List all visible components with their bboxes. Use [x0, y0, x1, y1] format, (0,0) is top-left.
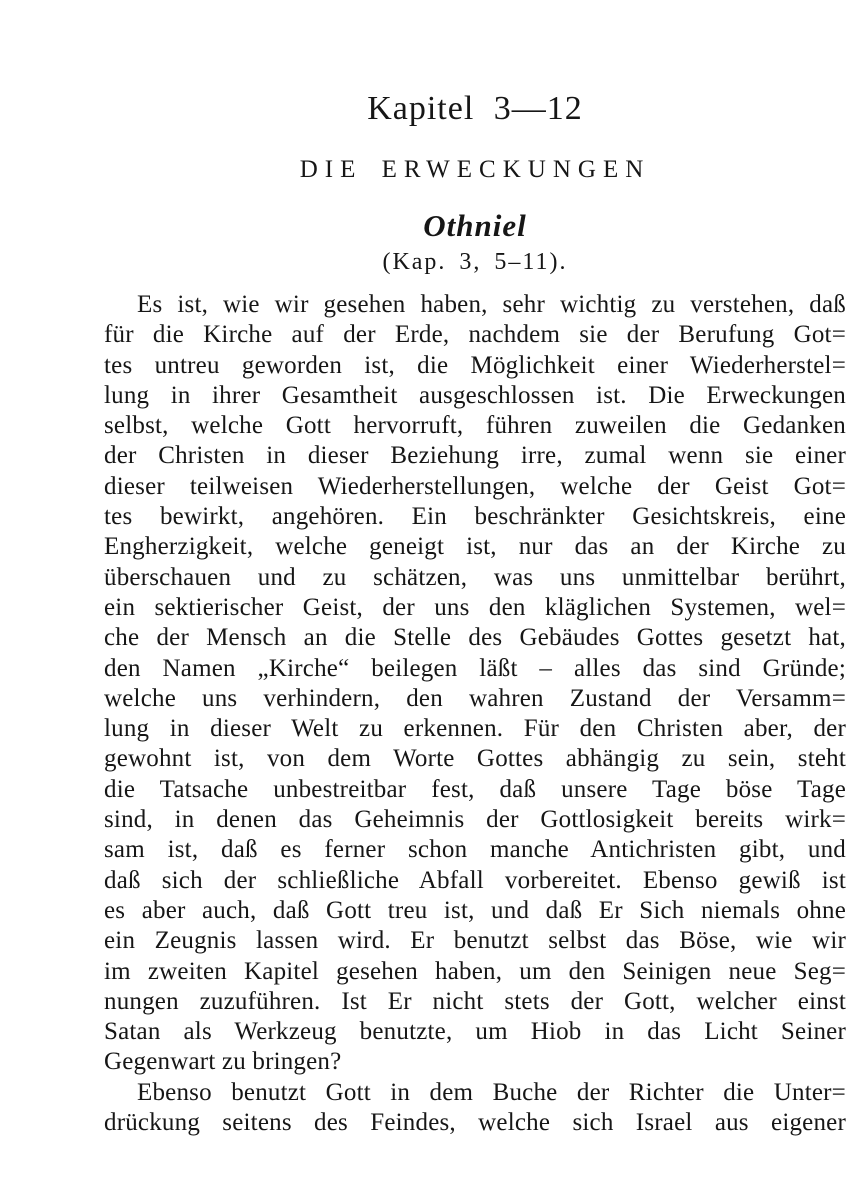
text-line: es aber auch, daß Gott treu ist, und daß Er Sich niemals ohne [104, 896, 846, 924]
text-line: lung in ihrer Gesamtheit ausgeschlossen ist. Die Erweckungen [104, 381, 846, 409]
text-line: Satan als Werkzeug benutzte, um Hiob in das Licht Seiner [104, 1018, 846, 1046]
text-line: im zweiten Kapitel gesehen haben, um den Seinigen neue Seg= [104, 957, 846, 985]
text-line: daß sich der schließliche Abfall vorbereitet. Ebenso gewiß ist [104, 866, 846, 894]
text-line: ein sektierischer Geist, der uns den kläglichen Systemen, wel= [104, 593, 846, 621]
chapter-title: Kapitel 3—12 [367, 90, 583, 127]
section-reference: (Kap. 3, 5–11). [382, 249, 568, 275]
text-line: dieser teilweisen Wiederherstellungen, welche der Geist Got= [104, 472, 846, 500]
text-line: tes untreu geworden ist, die Möglichkeit einer Wiederherstel= [104, 351, 846, 379]
text-line: den Namen „Kirche“ beilegen läßt – alles das sind Gründe; [104, 654, 846, 682]
text-line: Es ist, wie wir gesehen haben, sehr wichtig zu verstehen, daß [137, 291, 846, 318]
paragraph [104, 290, 846, 1078]
text-line: gewohnt ist, von dem Worte Gottes abhängig zu sein, steht [104, 745, 846, 773]
text-line: Ebenso benutzt Gott in dem Buche der Richter die Unter= [137, 1078, 846, 1106]
text-line: Engherzigkeit, welche geneigt ist, nur das an der Kirche zu [104, 533, 846, 561]
text-line: welche uns verhindern, den wahren Zustand der Versamm= [104, 684, 846, 712]
paragraph [104, 1078, 846, 1139]
text-line: lung in dieser Welt zu erkennen. Für den Christen aber, der [104, 715, 846, 743]
text-column [104, 0, 846, 1138]
part-title: DIE ERWECKUNGEN [299, 156, 651, 183]
text-line: selbst, welche Gott hervorruft, führen zuweilen die Gedanken [104, 412, 846, 440]
text-line: nungen zuzuführen. Ist Er nicht stets der Gott, welcher einst [104, 987, 846, 1015]
text-line: der Christen in dieser Beziehung irre, zumal wenn sie einer [104, 442, 846, 470]
body-text [104, 290, 846, 1138]
text-line: sind, in denen das Geheimnis der Gottlosigkeit bereits wirk= [104, 806, 846, 834]
text-line: für die Kirche auf der Erde, nachdem sie der Berufung Got= [104, 321, 846, 349]
text-line: überschauen und zu schätzen, was uns unmittelbar berührt, [104, 563, 846, 591]
text-line: sam ist, daß es ferner schon manche Antichristen gibt, und [104, 836, 846, 864]
text-line: tes bewirkt, angehören. Ein beschränkter Gesichtskreis, eine [104, 503, 846, 531]
section-title: Othniel [423, 208, 527, 243]
text-line: drückung seitens des Feindes, welche sich Israel aus eigener [104, 1109, 846, 1137]
text-line: ein Zeugnis lassen wird. Er benutzt selbst das Böse, wie wir [104, 927, 846, 955]
text-line: che der Mensch an die Stelle des Gebäudes Gottes gesetzt hat, [104, 624, 846, 652]
text-line: Gegenwart zu bringen? [104, 1048, 342, 1076]
text-line: die Tatsache unbestreitbar fest, daß unsere Tage böse Tage [104, 775, 846, 803]
